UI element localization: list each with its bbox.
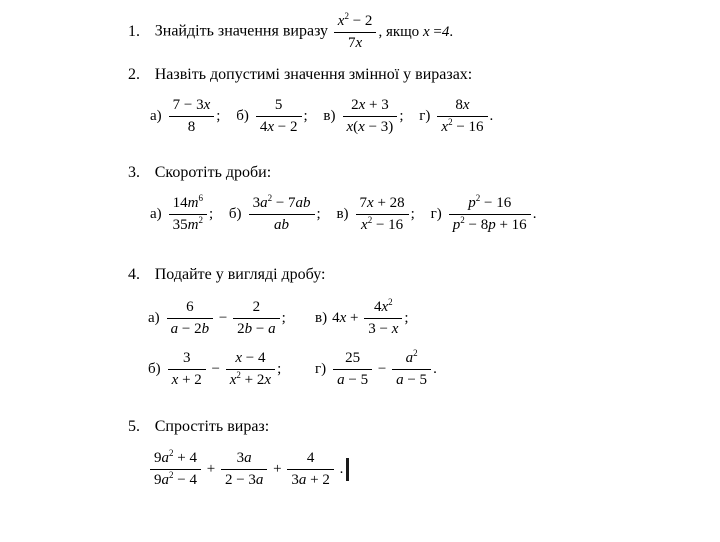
numerator: $a^2$ [392,349,431,370]
text-run: − [374,360,391,377]
expression [148,448,349,488]
exponent: 2 [448,116,453,127]
problem-number: 1. [128,22,140,40]
exponent: 2 [169,448,174,458]
exponent: 2 [475,193,481,203]
math-run: x [422,23,430,40]
denominator: $x^2 - 16$ [361,214,404,233]
math-run: 4x [332,309,347,326]
numerator: $4x^2$ [364,298,402,319]
denominator: x(x − 3) [346,118,394,135]
item-label: а) [150,107,162,124]
problem-title: Спростіть вираз: [154,418,270,435]
fraction [150,449,201,490]
denominator: 4x − 2 [259,118,298,135]
numerator: 2 [233,298,279,319]
item-label: г) [315,360,327,377]
problem-title: Подайте у вигляді дробу: [154,266,326,283]
text-run: = [429,23,442,40]
fraction [356,194,409,235]
numerator: 8x [437,96,487,117]
fraction [167,298,213,339]
text-run: ; [281,309,286,326]
item-label: в) [315,309,328,326]
problem-4-item-g[interactable] [315,349,437,390]
problem-3-heading[interactable] [128,163,271,182]
problem-number: 4. [128,266,140,283]
numerator: 4 [287,449,333,470]
fraction [233,298,279,339]
denominator: a − 2b [170,320,210,337]
fraction [169,96,215,137]
expression [148,299,286,337]
item-label: в) [336,205,349,222]
text-run: − [207,360,224,377]
text-run: − [215,309,232,326]
text-run: . [532,205,537,222]
numerator: 2x + 3 [343,96,398,117]
exponent: 2 [413,348,418,358]
fraction [287,449,333,490]
text-cursor [346,458,349,481]
item-label: а) [148,309,160,326]
exponent: 2 [169,469,174,480]
numerator: 3 [168,349,206,370]
exponent: 2 [267,193,273,203]
text-run: + [269,460,286,477]
numerator: 6 [167,298,213,319]
fraction [437,96,487,137]
exponent: 2 [236,369,241,380]
text-run: + [346,309,363,326]
exponent: 2 [198,214,203,225]
item-label: г) [419,107,431,124]
exponent: 2 [388,297,393,307]
denominator: 3a + 2 [291,471,330,488]
item-label: б) [236,107,249,124]
problem-5-expression[interactable] [148,449,349,490]
denominator: 2 − 3a [224,471,264,488]
expression [332,11,454,51]
numerator: x − 4 [226,349,275,370]
fraction [334,12,377,53]
item-label: г) [430,205,442,222]
text-run: ; [216,107,225,124]
denominator: 3 − x [368,320,399,337]
problem-4-item-b[interactable] [148,349,281,390]
fraction [256,96,302,137]
denominator: 2b − a [237,320,276,337]
text-run: , якщо [378,23,423,40]
denominator: $p^2 - 8p + 16$ [452,214,527,233]
denominator: $x^2 + 2x$ [229,369,272,388]
text-run: . [433,360,437,377]
problem-4-item-a[interactable] [148,298,286,339]
expression [150,97,494,135]
exponent: 2 [344,11,349,21]
expression [150,193,537,233]
fraction [364,298,402,339]
text-run: ; [209,205,217,222]
problem-2-heading[interactable] [128,65,472,84]
item-label: б) [148,360,161,377]
problem-3-expressions[interactable] [150,194,536,235]
text-run: ; [404,309,409,326]
expression [315,348,437,388]
text-run: ; [277,360,282,377]
fraction [449,194,531,235]
text-run: ; [303,107,312,124]
denominator: a − 5 [337,371,369,388]
denominator: x + 2 [171,371,202,388]
exponent: 6 [198,193,203,203]
fraction [168,349,206,390]
fraction [221,449,267,490]
problem-1-line[interactable] [128,12,453,53]
denominator: $9a^2 - 4$ [154,469,197,488]
problem-4-heading[interactable] [128,265,325,284]
numerator: 3a [221,449,267,470]
text-run: ; [399,107,408,124]
numerator: $x^2 - 2$ [334,12,377,33]
text-run: . [335,460,344,477]
problem-title: Скоротіть дроби: [154,164,272,181]
numerator: $3a^2 - 7ab$ [249,194,315,215]
exponent: 2 [367,214,373,225]
numerator: 25 [333,349,372,370]
item-label: б) [228,205,242,222]
denominator: $35m^2$ [172,214,203,233]
text-run: ; [410,205,419,222]
numerator: $14m^6$ [169,194,207,215]
text-run: ; [316,205,325,222]
fraction [249,194,315,235]
problem-title: Назвіть допустимі значення змінної у виразах: [154,66,473,83]
numerator: $p^2 - 16$ [449,194,531,215]
problem-4-item-v[interactable] [315,298,409,339]
numerator: 5 [256,96,302,117]
denominator: 7x [348,34,363,51]
denominator: a − 5 [396,371,428,388]
expression [148,350,282,388]
text-run: . [489,107,494,124]
problem-title: Знайдіть значення виразу [154,22,329,40]
problem-2-expressions[interactable] [150,96,493,137]
denominator: 8 [187,118,196,135]
problem-number: 2. [128,66,140,83]
expression [315,297,409,337]
exponent: 2 [460,214,465,225]
problem-5-heading[interactable] [128,417,269,436]
text-run: + [202,460,219,477]
math-run: 4 [441,23,450,40]
numerator: 7 − 3x [169,96,215,117]
numerator: 7x + 28 [356,194,409,215]
fraction [392,349,431,390]
fraction [333,349,372,390]
numerator: $9a^2 + 4$ [150,449,201,470]
problem-number: 5. [128,418,140,435]
fraction [169,194,207,235]
fraction [226,349,275,390]
denominator: ab [274,216,290,233]
problem-number: 3. [128,164,140,181]
item-label: в) [323,107,336,124]
denominator: $x^2 - 16$ [441,116,484,135]
text-run: . [449,23,454,40]
item-label: а) [150,205,162,222]
fraction [343,96,398,137]
